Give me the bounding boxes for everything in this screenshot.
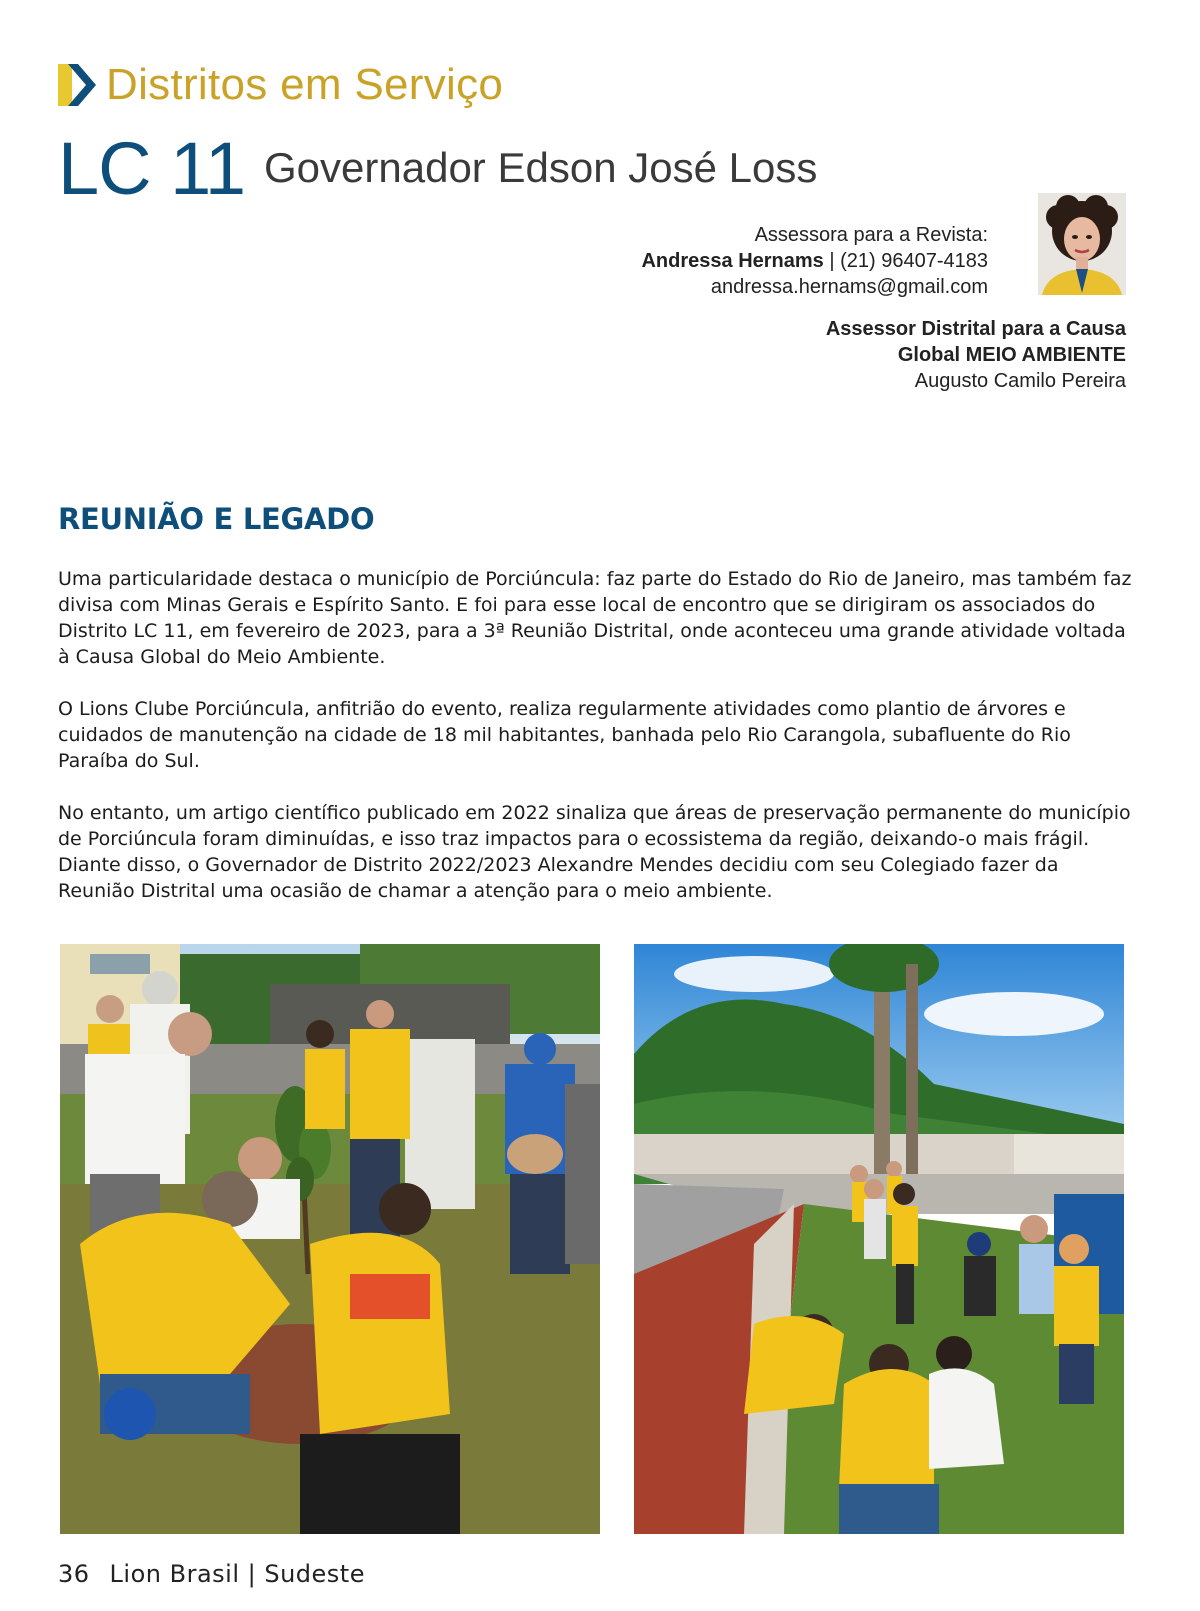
article-body bbox=[58, 566, 1138, 930]
contact-portrait bbox=[1038, 193, 1126, 295]
contact-phone: (21) 96407-4183 bbox=[840, 250, 988, 272]
contact-email: andressa.hernams@gmail.com bbox=[710, 276, 988, 298]
section-header bbox=[58, 60, 503, 110]
contact-separator: | bbox=[823, 250, 841, 272]
section-title: Distritos em Serviço bbox=[106, 60, 504, 109]
page-number: 36 bbox=[58, 1560, 90, 1588]
contact-role: Assessora para a Revista: bbox=[754, 224, 988, 246]
district-code: LC 11 bbox=[58, 127, 245, 210]
tree-planting-photo bbox=[60, 944, 600, 1534]
advisor-title-line1: Assessor Distrital para a Causa bbox=[825, 318, 1126, 340]
article-paragraph: Uma particularidade destaca o município de Porciúncula: faz parte do Estado do Rio de Janeiro, mas também faz divisa com Minas Gerais e Espírito Santo. E foi para esse local de encontro que se dirigiram os associados do Distrito LC 11, em fevereiro de 2023, para a 3ª Reunião Distrital, onde aconteceu uma grande atividade voltada à Causa Global do Meio Ambiente. bbox=[58, 568, 1132, 668]
advisor-title-line2: Global MEIO AMBIENTE bbox=[897, 344, 1126, 366]
advisor-name: Augusto Camilo Pereira bbox=[914, 370, 1126, 392]
environment-advisor bbox=[826, 316, 1126, 394]
contact-name-line bbox=[641, 248, 988, 274]
page-footer bbox=[58, 1560, 365, 1588]
contact-name: Andressa Hernams bbox=[641, 250, 824, 272]
governor-name: Governador Edson José Loss bbox=[264, 144, 818, 191]
sidewalk-group-photo bbox=[634, 944, 1124, 1534]
article-paragraph: No entanto, um artigo científico publicado em 2022 sinaliza que áreas de preservação permanente do município de Porciúncula foram diminuídas, e isso traz impactos para o ecossistema da região, deixando-o mais frágil. Diante disso, o Governador de Distrito 2022/2023 Alexandre Mendes decidiu com seu Colegiado fazer da Reunião Distrital uma ocasião de chamar a atenção para o meio ambiente. bbox=[58, 802, 1131, 902]
article-title: REUNIÃO E LEGADO bbox=[58, 502, 375, 536]
chevron-right-icon bbox=[58, 62, 98, 108]
magazine-contact bbox=[641, 222, 988, 300]
publication-name: Lion Brasil | Sudeste bbox=[109, 1560, 365, 1588]
article-paragraph: O Lions Clube Porciúncula, anfitrião do evento, realiza regularmente atividades como plantio de árvores e cuidados de manutenção na cidade de 18 mil habitantes, banhada pelo Rio Carangola, subafluente do Rio Paraíba do Sul. bbox=[58, 698, 1071, 772]
